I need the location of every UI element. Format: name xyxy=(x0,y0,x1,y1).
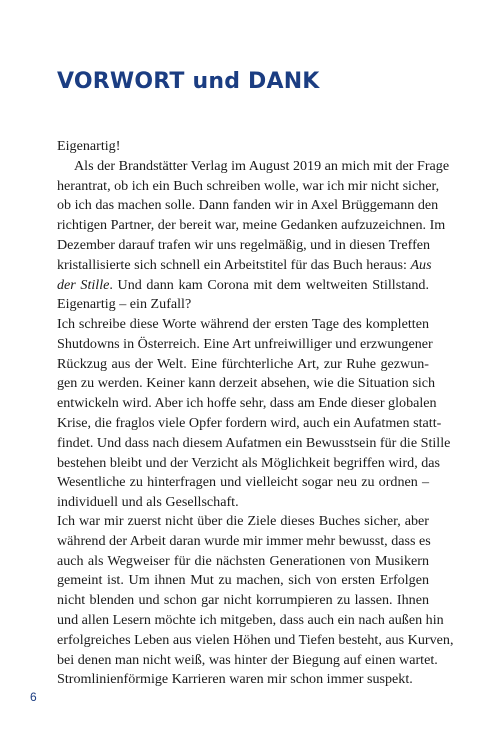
text-line: Stromlinienförmige Karrieren waren mir schon immer suspekt. xyxy=(57,671,413,688)
text-line: auch als Wegweiser für die nächsten Generationen von Musikern xyxy=(57,552,429,569)
text-line xyxy=(57,276,429,296)
text-line: Ich schreibe diese Worte während der ersten Tage des kompletten xyxy=(57,316,429,332)
text-line: Ich war mir zuerst nicht über die Ziele dieses Buches sicher, aber xyxy=(57,513,429,529)
text-line: findet. Und dass nach diesem Aufatmen ein Bewusstsein für die Stille xyxy=(57,434,451,451)
text-segment: . Und dann kam Corona mit dem weltweiten Stillstand. xyxy=(109,276,429,293)
text-line: gen zu werden. Keiner kann derzeit absehen, wie die Situation sich xyxy=(57,375,436,392)
text-line: individuell und als Gesellschaft. xyxy=(57,494,239,511)
book-title-italic: der Stille xyxy=(57,276,110,293)
book-title-italic: Aus xyxy=(410,256,432,273)
text-line: während der Arbeit daran wurde mir immer mehr bewusst, dass es xyxy=(57,532,431,549)
text-line: Als der Brandstätter Verlag im August 2019 an mich mit der Frage xyxy=(74,157,450,174)
page-number: 6 xyxy=(30,690,37,704)
text-line: Wesentliche zu hinterfragen und vielleicht sogar neu zu ordnen – xyxy=(57,474,429,491)
text-line: richtigen Partner, der bereit war, meine Gedanken aufzuzeichnen. Im xyxy=(57,217,446,234)
text-line: nicht blenden und schon gar nicht korrumpieren zu lassen. Ihnen xyxy=(57,592,429,609)
text-segment: kristallisierte sich schnell ein Arbeitstitel für das Buch heraus: xyxy=(57,256,407,273)
text-line: bestehen bleibt und der Verzicht als Möglichkeit begriffen wird, das xyxy=(57,454,441,471)
text-line: Eigenartig – ein Zufall? xyxy=(57,296,192,313)
text-line: herantrat, ob ich ein Buch schreiben wolle, war ich mir nicht sicher, xyxy=(57,177,440,194)
text-line: entwickeln wird. Aber ich hoffe sehr, dass am Ende dieser globalen xyxy=(57,395,437,412)
text-line: bei denen man nicht weiß, was hinter der Biegung auf einen wartet. xyxy=(57,651,438,668)
paragraph-2 xyxy=(57,315,451,513)
text-line: Dezember darauf trafen wir uns regelmäßig, und in diesen Treffen xyxy=(57,236,431,253)
text-line: ob ich das machen solle. Dann fanden wir in Axel Brüggemann den xyxy=(57,197,439,214)
text-line: Rückzug aus der Welt. Eine fürchterliche Art, zur Ruhe gezwun- xyxy=(57,355,429,372)
text-line: Shutdowns in Österreich. Eine Art unfreiwilliger und erzwungener xyxy=(57,335,433,352)
paragraph-3 xyxy=(57,512,454,690)
text-line: Eigenartig! xyxy=(57,138,121,154)
text-line: gemeint ist. Um ihnen Mut zu machen, sich von ersten Erfolgen xyxy=(57,572,429,589)
text-line: erfolgreiches Leben aus vielen Höhen und Tiefen besteht, aus Kurven, xyxy=(57,631,454,648)
text-line xyxy=(57,256,432,276)
text-line: und allen Lesern möchte ich mitgeben, dass auch ein nach außen hin xyxy=(57,611,444,628)
page-title: VORWORT und DANK xyxy=(57,69,320,94)
paragraph-1 xyxy=(57,137,450,315)
text-line: Krise, die fraglos viele Opfer fordern wird, auch ein Aufatmen statt- xyxy=(57,414,442,431)
